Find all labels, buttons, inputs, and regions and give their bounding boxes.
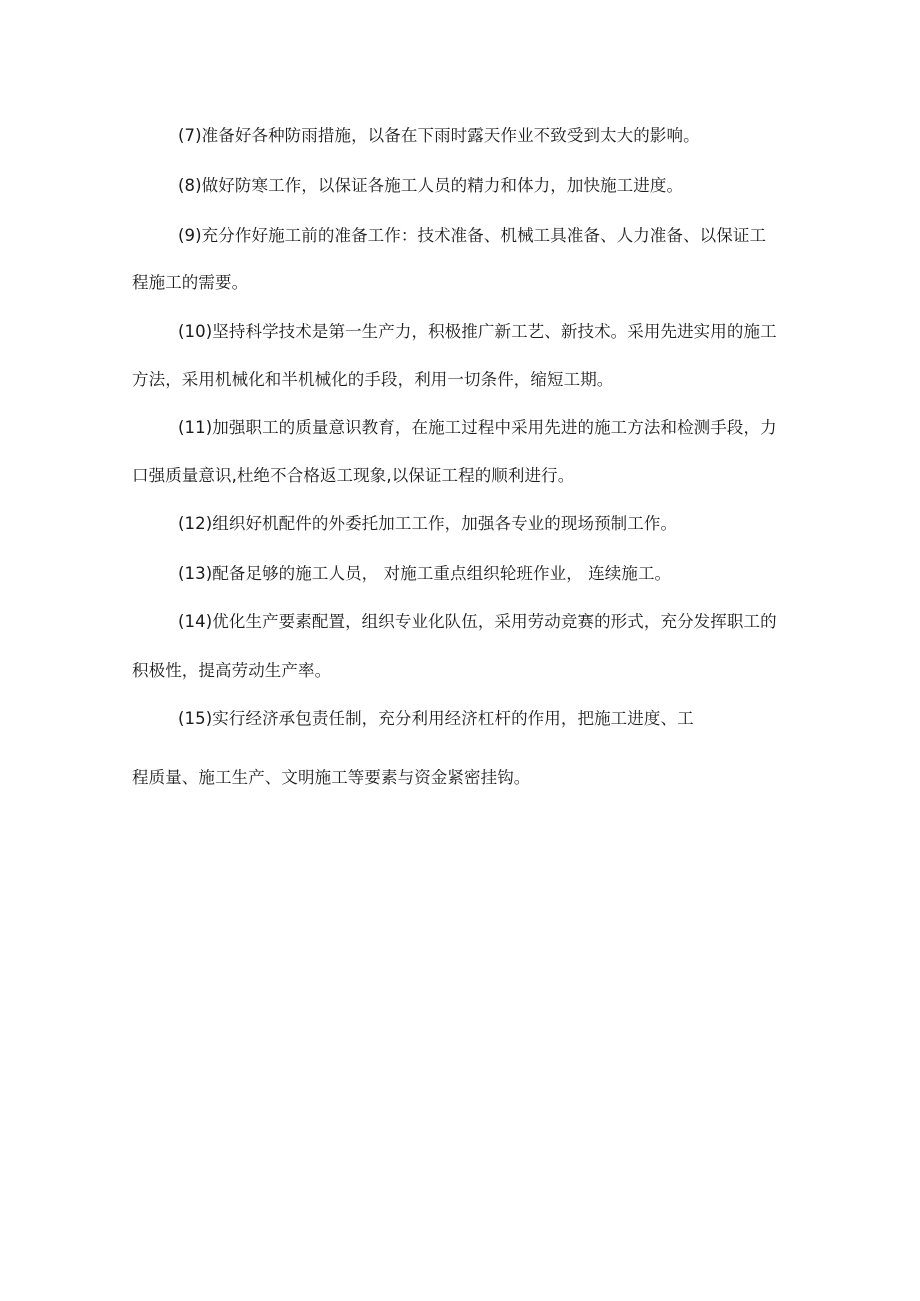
paragraph-7-line-1: (7)准备好各种防雨措施，以备在下雨时露天作业不致受到太大的影响。: [178, 126, 700, 145]
paragraph-9-line-1: (9)充分作好施工前的准备工作：技术准备、机械工具准备、人力准备、以保证工: [178, 226, 767, 245]
paragraph-14-line-2: 积极性，提高劳动生产率。: [132, 661, 332, 680]
paragraph-11-line-1: (11)加强职工的质量意识教育，在施工过程中采用先进的施工方法和检测手段，力: [178, 418, 777, 437]
paragraph-9-line-2: 程施工的需要。: [132, 273, 249, 292]
paragraph-15-line-1: (15)实行经济承包责任制，充分利用经济杠杆的作用，把施工进度、工: [178, 709, 694, 728]
paragraph-13-line-1: (13)配备足够的施工人员， 对施工重点组织轮班作业， 连续施工。: [178, 564, 672, 583]
paragraph-14-line-1: (14)优化生产要素配置，组织专业化队伍，采用劳动竞赛的形式，充分发挥职工的: [178, 612, 777, 631]
paragraph-11-line-2: 口强质量意识,杜绝不合格返工现象,以保证工程的顺利进行。: [132, 466, 575, 485]
paragraph-10-line-2: 方法，采用机械化和半机械化的手段，利用一切条件，缩短工期。: [132, 370, 614, 389]
paragraph-12-line-1: (12)组织好机配件的外委托加工工作，加强各专业的现场预制工作。: [178, 514, 678, 533]
paragraph-8-line-1: (8)做好防寒工作，以保证各施工人员的精力和体力，加快施工进度。: [178, 176, 684, 195]
paragraph-15-line-2: 程质量、施工生产、文明施工等要素与资金紧密挂钩。: [132, 768, 531, 787]
paragraph-10-line-1: (10)坚持科学技术是第一生产力，积极推广新工艺、新技术。采用先进实用的施工: [178, 322, 777, 341]
